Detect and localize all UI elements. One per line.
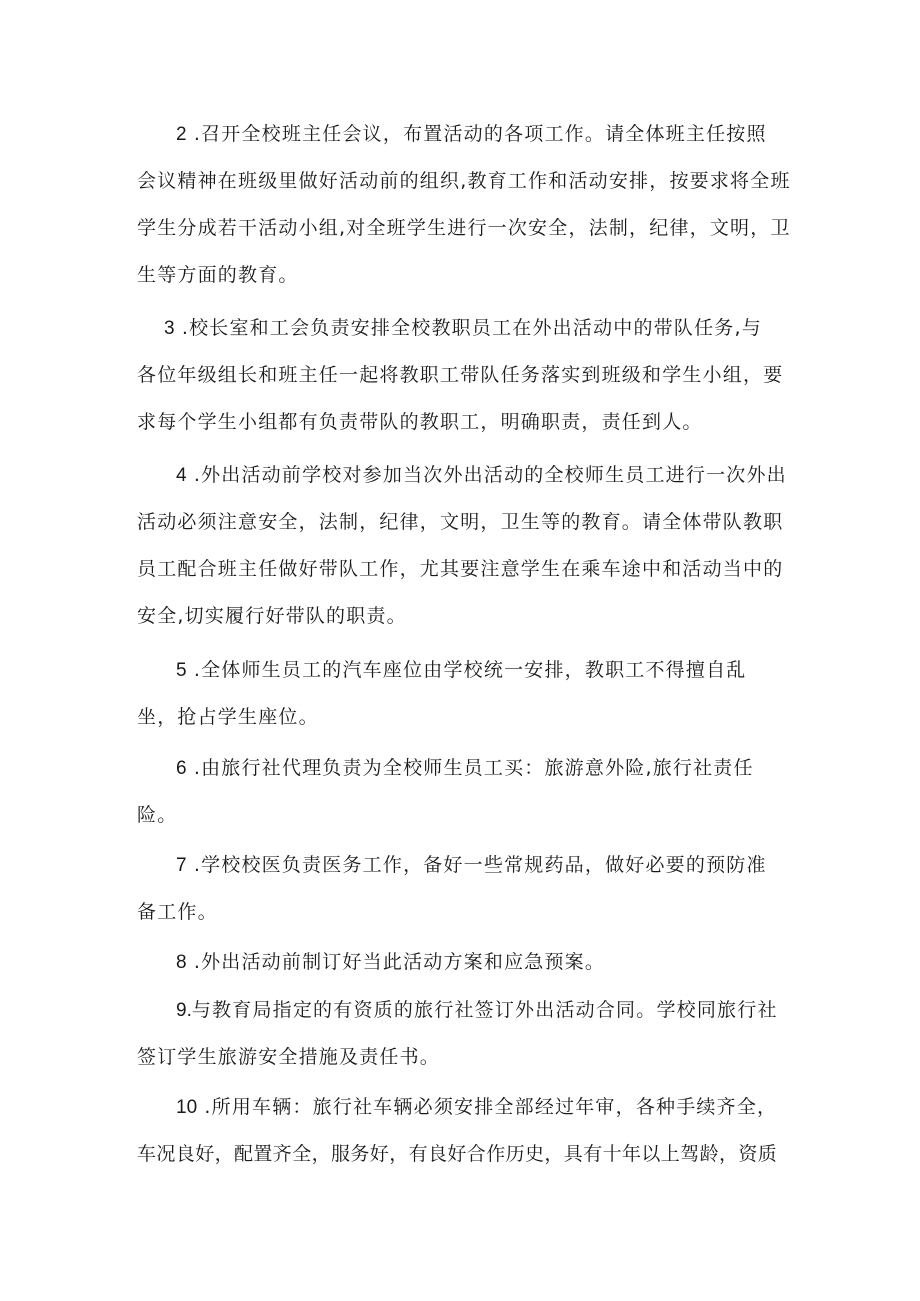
paragraph-text: .外出活动前学校对参加当次外出活动的全校师生员工进行一次外出 — [193, 464, 787, 486]
paragraph-number: 6 — [176, 758, 187, 779]
paragraph-7-line-2: 备工作。 — [137, 901, 218, 923]
paragraph-number: 8 — [176, 952, 187, 973]
paragraph-4-line-1 — [176, 462, 787, 489]
paragraph-3-line-2: 各位年级组长和班主任一起将教职工带队任务落实到班级和学生小组，要 — [137, 364, 784, 386]
paragraph-5-line-1 — [176, 657, 746, 684]
paragraph-6-line-1 — [176, 755, 754, 782]
paragraph-7-line-1 — [176, 852, 767, 879]
paragraph-number: 9. — [176, 1000, 192, 1021]
paragraph-text: 与教育局指定的有资质的旅行社签订外出活动合同。学校同旅行社 — [191, 999, 778, 1021]
paragraph-8-line-1 — [176, 949, 605, 976]
paragraph-text: .由旅行社代理负责为全校师生员工买：旅游意外险,旅行社责任 — [193, 757, 754, 779]
paragraph-10-line-2: 车况良好，配置齐全，服务好，有良好合作历史，具有十年以上驾龄，资质 — [137, 1143, 778, 1165]
paragraph-2-line-3: 学生分成若干活动小组,对全班学生进行一次安全，法制，纪律，文明，卫 — [137, 217, 791, 239]
paragraph-text: .全体师生员工的汽车座位由学校统一安排，教职工不得擅自乱 — [193, 659, 747, 681]
paragraph-3-line-3: 求每个学生小组都有负责带队的教职工，明确职责，责任到人。 — [137, 411, 703, 433]
paragraph-3-line-1 — [164, 315, 762, 342]
paragraph-number: 2 — [176, 124, 187, 145]
paragraph-number: 5 — [176, 660, 187, 681]
paragraph-text: .校长室和工会负责安排全校教职员工在外出活动中的带队任务,与 — [181, 317, 762, 339]
paragraph-text: .召开全校班主任会议，布置活动的各项工作。请全体班主任按照 — [193, 123, 767, 145]
paragraph-2-line-4: 生等方面的教育。 — [137, 264, 299, 286]
paragraph-5-line-2: 坐，抢占学生座位。 — [137, 706, 319, 728]
paragraph-4-line-4: 安全,切实履行好带队的职责。 — [137, 605, 407, 627]
paragraph-10-line-1 — [176, 1094, 777, 1121]
paragraph-number: 3 — [164, 318, 175, 339]
paragraph-number: 10 — [176, 1097, 198, 1118]
paragraph-9-line-2: 签订学生旅游安全措施及责任书。 — [137, 1046, 441, 1068]
paragraph-9-line-1 — [176, 997, 778, 1024]
paragraph-number: 7 — [176, 855, 187, 876]
paragraph-2-line-2: 会议精神在班级里做好活动前的组织,教育工作和活动安排，按要求将全班 — [137, 170, 791, 192]
paragraph-6-line-2: 险。 — [137, 804, 178, 826]
paragraph-2-line-1 — [176, 121, 767, 148]
paragraph-text: .所用车辆：旅行社车辆必须安排全部经过年审，各种手续齐全， — [204, 1096, 778, 1118]
paragraph-number: 4 — [176, 465, 187, 486]
paragraph-4-line-3: 员工配合班主任做好带队工作，尤其要注意学生在乘车途中和活动当中的 — [137, 558, 784, 580]
paragraph-4-line-2: 活动必须注意安全，法制，纪律，文明，卫生等的教育。请全体带队教职 — [137, 511, 784, 533]
paragraph-text: .学校校医负责医务工作，备好一些常规药品，做好必要的预防准 — [193, 854, 767, 876]
paragraph-text: .外出活动前制订好当此活动方案和应急预案。 — [193, 951, 606, 973]
